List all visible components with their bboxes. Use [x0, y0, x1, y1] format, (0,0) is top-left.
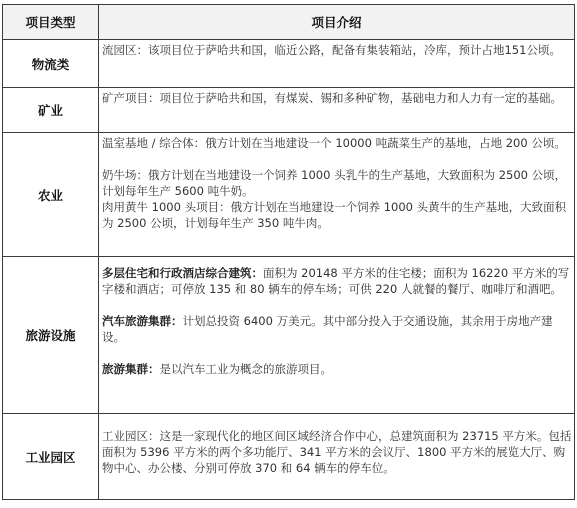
desc-paragraph: 流园区：该项目位于萨哈共和国，临近公路，配备有集装箱站，冷库，预计占地151公顷。: [102, 43, 561, 57]
desc-text: 是以汽车工业为概念的旅游项目。: [159, 362, 332, 376]
header-project-type: 项目类型: [3, 5, 99, 40]
desc-paragraph: [102, 265, 572, 297]
desc-paragraph: 温室基地 / 综合体：俄方计划在当地建设一个 10000 吨蔬菜生产的基地，占地 200 公顷。: [102, 136, 566, 150]
row-desc-cell: [99, 133, 575, 257]
row-type-cell: 物流类: [3, 40, 99, 88]
row-type-cell: 旅游设施: [3, 257, 99, 414]
table-row: [3, 133, 575, 257]
table-row: [3, 257, 575, 414]
row-desc-cell: [99, 40, 575, 88]
table-row: [3, 40, 575, 88]
desc-paragraph: [102, 361, 572, 377]
desc-paragraph: 工业园区：这是一家现代化的地区间区域经济合作中心，总建筑面积为 23715 平方米。包括面积为 5396 平方米的两个多功能厅、341 平方米的会议厅、1800 平方米的展览大厅、购物中心、办公楼、分别可停放 370 和 64 辆车的停车位。: [102, 429, 572, 475]
row-type-cell: 工业园区: [3, 414, 99, 500]
row-type-cell: 农业: [3, 133, 99, 257]
project-table: [2, 4, 575, 500]
desc-paragraph: 肉用黄牛 1000 头项目：俄方计划在当地建设一个饲养 1000 头黄牛的生产基地，大致面积为 2500 公顷，计划每年生产 350 吨牛肉。: [102, 200, 567, 230]
desc-lead: 汽车旅游集群：: [102, 314, 183, 328]
table-header-row: [3, 5, 575, 40]
header-project-intro: 项目介绍: [99, 5, 575, 40]
desc-lead: 旅游集群：: [102, 362, 160, 376]
row-desc-cell: [99, 257, 575, 414]
desc-lead: 多层住宅和行政酒店综合建筑：: [102, 266, 263, 280]
row-desc-cell: [99, 414, 575, 500]
desc-paragraph: [102, 313, 572, 345]
table-row: [3, 414, 575, 500]
desc-text: 面积为 20148 平方米的住宅楼；面积为 16220 平方米的写字楼和酒店；可停放 135 和 80 辆车的停车场；可供 220 人就餐的餐厅、咖啡厅和酒吧。: [102, 266, 570, 296]
table-row: [3, 88, 575, 133]
row-type-cell: 矿业: [3, 88, 99, 133]
desc-paragraph: 奶牛场：俄方计划在当地建设一个饲养 1000 头乳牛的生产基地，大致面积为 2500 公顷，计划每年生产 5600 吨牛奶。: [102, 168, 567, 198]
row-desc-cell: [99, 88, 575, 133]
desc-text: 计划总投资 6400 万美元。其中部分投入于交通设施，其余用于房地产建设。: [102, 314, 553, 344]
desc-paragraph: 矿产项目：项目位于萨哈共和国，有煤炭、锡和多种矿物，基础电力和人力有一定的基础。: [102, 91, 562, 105]
